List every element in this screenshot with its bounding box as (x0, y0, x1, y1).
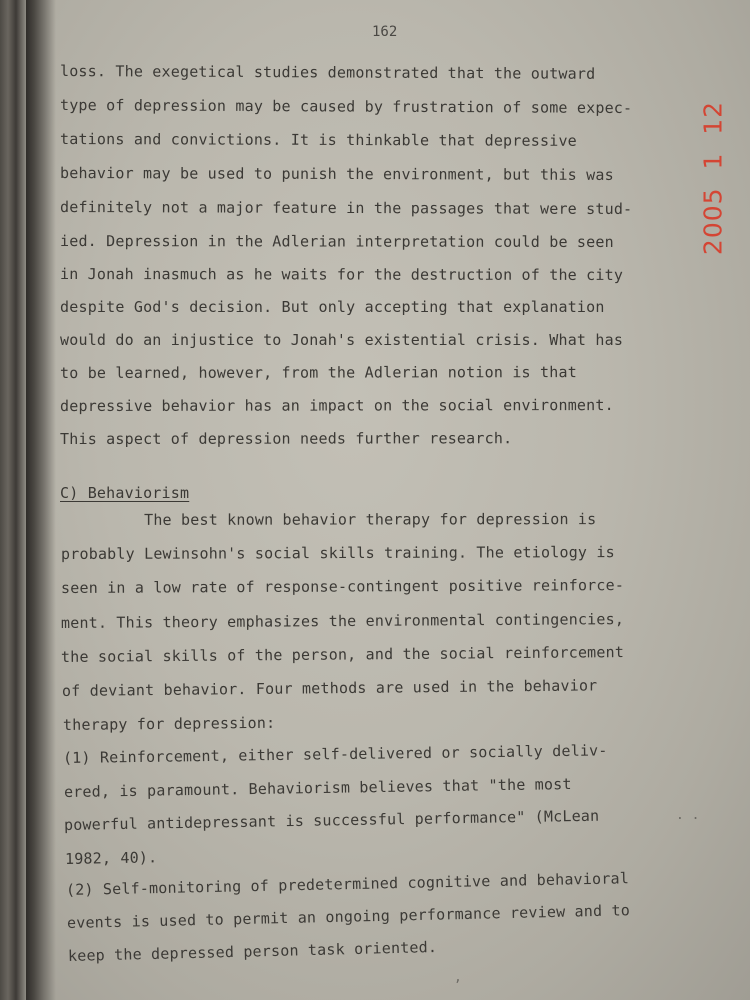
paragraph1-line: loss. The exegetical studies demonstrated that the outward (59, 62, 596, 83)
page-binding-shadow (26, 0, 56, 1000)
date-stamp-text: 2005 1 12 (698, 100, 728, 256)
paragraph1-line: would do an injustice to Jonah's existential crisis. What has (60, 331, 624, 349)
paragraph1-line: ied. Depression in the Adlerian interpretation could be seen (59, 232, 614, 251)
paragraph1-line: This aspect of depression needs further research. (59, 429, 513, 448)
typed-page (26, 0, 750, 1000)
paragraph2-line: The best known behavior therapy for depression is (60, 510, 597, 529)
item1-line: (1) Reinforcement, either self-delivered or socially deliv- (62, 741, 608, 767)
section-heading: C) Behaviorism (60, 484, 190, 502)
page-number: 162 (372, 24, 398, 40)
camera-date-stamp (698, 98, 728, 258)
paragraph1-line: despite God's decision. But only accepting that explanation (60, 298, 605, 316)
item2-line: keep the depressed person task oriented. (67, 937, 438, 965)
paragraph1-line: in Jonah inasmuch as he waits for the destruction of the city (59, 265, 624, 284)
item1-line: powerful antidepressant is successful performance" (McLean (63, 806, 600, 834)
paragraph2-line: probably Lewinsohn's social skills training. The etiology is (60, 543, 615, 563)
paragraph1-line: type of depression may be caused by frustration of some expec- (59, 96, 633, 117)
paragraph1-line: definitely not a major feature in the passages that were stud- (59, 198, 633, 218)
item2-line: (2) Self-monitoring of predetermined cognitive and behavioral (65, 869, 630, 899)
paragraph1-line: depressive behavior has an impact on the social environment. (59, 396, 614, 415)
paragraph2-line: the social skills of the person, and the social reinforcement (60, 643, 625, 666)
item2-line: events is used to permit an ongoing performance review and to (66, 901, 631, 932)
stray-mark-bottom: , (454, 970, 462, 985)
item1-line: 1982, 40). (64, 848, 158, 868)
paragraph2-line: of deviant behavior. Four methods are used in the behavior (61, 676, 598, 700)
stray-marks: . . (676, 808, 700, 823)
paragraph1-line: to be learned, however, from the Adlerian notion is that (59, 363, 577, 382)
paragraph2-line: seen in a low rate of response-contingent positive reinforce- (60, 576, 625, 597)
paragraph1-line: behavior may be used to punish the environment, but this was (59, 164, 614, 184)
item1-line: ered, is paramount. Behaviorism believes that "the most (63, 775, 572, 801)
paragraph2-line: therapy for depression: (62, 713, 276, 734)
paragraph1-line: tations and convictions. It is thinkable that depressive (59, 130, 577, 150)
paragraph2-line: ment. This theory emphasizes the environmental contingencies, (60, 610, 625, 632)
